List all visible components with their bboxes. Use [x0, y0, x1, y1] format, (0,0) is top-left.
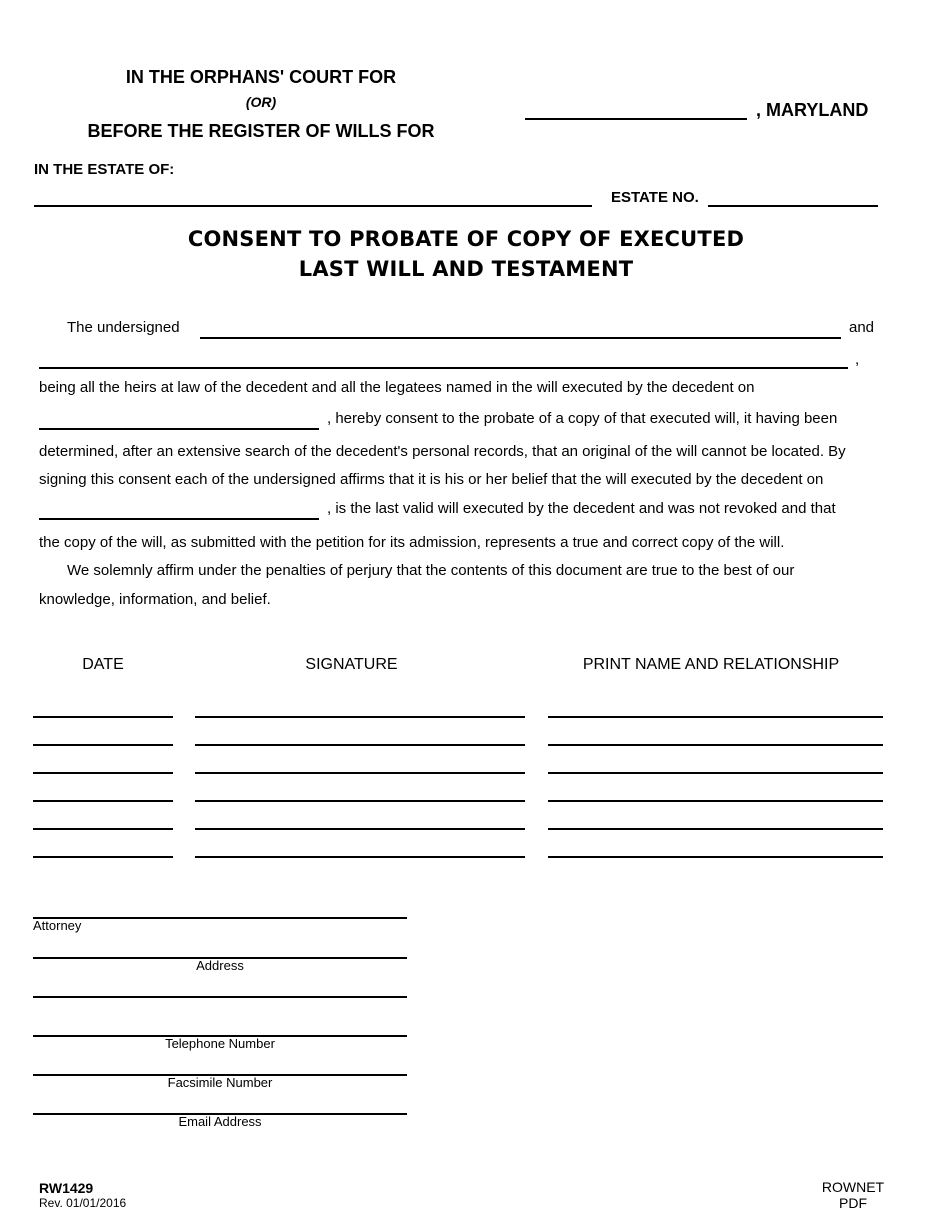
name-relationship-field[interactable] — [548, 772, 883, 774]
address-field-2[interactable] — [33, 996, 407, 998]
signature-field[interactable] — [195, 744, 525, 746]
and-label: and — [849, 319, 875, 336]
name-relationship-field[interactable] — [548, 716, 883, 718]
revision-date: Rev. 01/01/2016 — [39, 1196, 127, 1210]
paragraph-1-line-6: the copy of the will, as submitted with the petition for its admission, represents a true and correct copy of the will. — [39, 534, 785, 551]
rownet-label: ROWNET — [821, 1179, 885, 1195]
signature-field[interactable] — [195, 800, 525, 802]
paragraph-1-line-1: being all the heirs at law of the decedent and all the legatees named in the will executed by the decedent on — [39, 379, 755, 396]
date-column-header: DATE — [82, 656, 124, 673]
decedent-name-field[interactable] — [34, 205, 592, 207]
will-date-field-2[interactable] — [39, 518, 319, 520]
paragraph-2-line-2: knowledge, information, and belief. — [39, 591, 271, 608]
estate-no-field[interactable] — [708, 205, 878, 207]
will-date-field-1[interactable] — [39, 428, 319, 430]
date-field[interactable] — [33, 856, 173, 858]
maryland-label: , MARYLAND — [756, 100, 869, 120]
register-heading: BEFORE THE REGISTER OF WILLS FOR — [87, 121, 435, 141]
paragraph-1-line-4: signing this consent each of the undersigned affirms that it is his or her belief that the will executed by the decedent on — [39, 471, 824, 488]
signature-field[interactable] — [195, 828, 525, 830]
date-field[interactable] — [33, 744, 173, 746]
document-title-line-1: CONSENT TO PROBATE OF COPY OF EXECUTED — [187, 227, 745, 251]
or-text: (OR) — [245, 94, 277, 110]
comma-label: , — [855, 351, 860, 368]
name-relationship-field[interactable] — [548, 744, 883, 746]
estate-no-label: ESTATE NO. — [611, 189, 699, 206]
telephone-label: Telephone Number — [165, 1036, 275, 1051]
undersigned-names-field-1[interactable] — [200, 337, 841, 339]
name-relationship-field[interactable] — [548, 856, 883, 858]
attorney-field[interactable] — [33, 917, 407, 919]
paragraph-1-line-3: determined, after an extensive search of the decedent's personal records, that an original of the will cannot be located. By — [39, 443, 846, 460]
signature-field[interactable] — [195, 716, 525, 718]
paragraph-2-line-1: We solemnly affirm under the penalties of perjury that the contents of this document are true to the best of our — [67, 562, 795, 579]
signature-column-header: SIGNATURE — [305, 656, 398, 673]
date-field[interactable] — [33, 772, 173, 774]
facsimile-label: Facsimile Number — [167, 1075, 273, 1090]
paragraph-1-line-2: , hereby consent to the probate of a copy of that executed will, it having been — [327, 410, 838, 427]
undersigned-names-field-2[interactable] — [39, 367, 848, 369]
form-number: RW1429 — [39, 1180, 94, 1196]
court-heading: IN THE ORPHANS' COURT FOR — [125, 67, 397, 87]
document-title-line-2: LAST WILL AND TESTAMENT — [298, 257, 634, 281]
attorney-label: Attorney — [33, 918, 82, 933]
paragraph-1-line-5: , is the last valid will executed by the decedent and was not revoked and that — [327, 500, 836, 517]
name-relationship-field[interactable] — [548, 828, 883, 830]
date-field[interactable] — [33, 828, 173, 830]
name-relationship-field[interactable] — [548, 800, 883, 802]
email-label: Email Address — [178, 1114, 262, 1129]
date-field[interactable] — [33, 800, 173, 802]
signature-field[interactable] — [195, 772, 525, 774]
signature-field[interactable] — [195, 856, 525, 858]
estate-of-label: IN THE ESTATE OF: — [34, 161, 175, 178]
county-field[interactable] — [525, 118, 747, 120]
pdf-label: PDF — [839, 1195, 867, 1211]
address-label: Address — [196, 958, 244, 973]
date-field[interactable] — [33, 716, 173, 718]
undersigned-label: The undersigned — [67, 319, 180, 336]
name-relationship-column-header: PRINT NAME AND RELATIONSHIP — [582, 656, 840, 673]
